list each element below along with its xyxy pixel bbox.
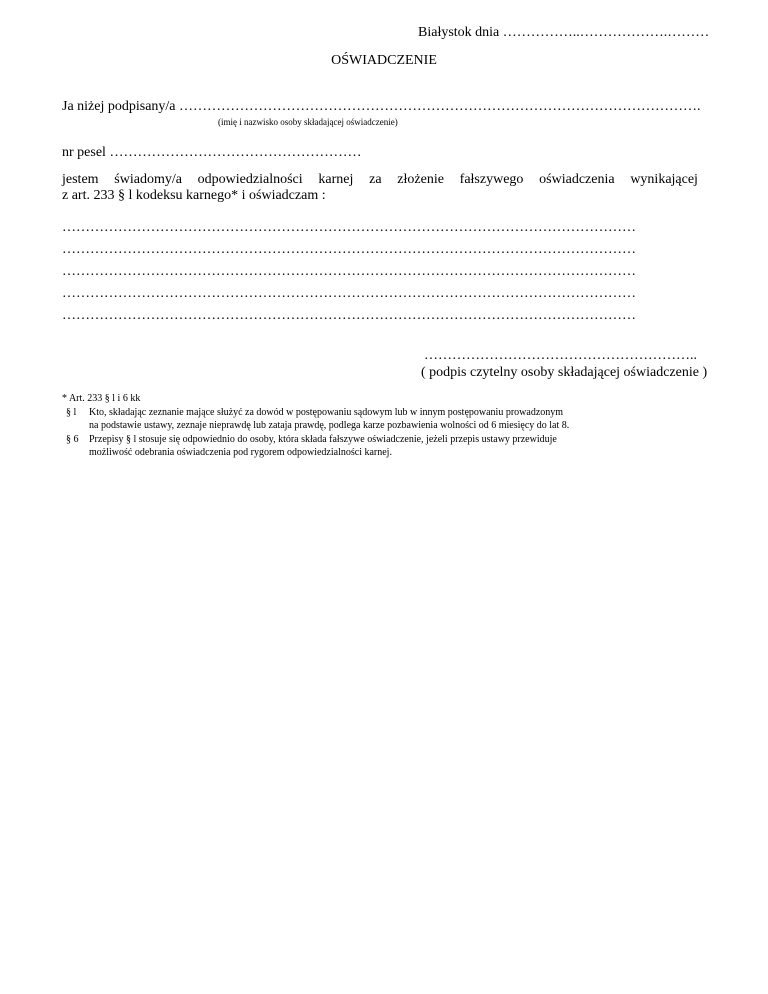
- declaration-word: karnej: [318, 172, 354, 187]
- pesel-dots: ………………………………………………: [109, 145, 362, 160]
- footnote-para1-line2: na podstawie ustawy, zeznaje nieprawdę lub zataja prawdę, podlega karze pozbawienia wolności od 6 miesięcy do lat 8.: [89, 420, 570, 431]
- declaration-word: za: [369, 172, 382, 187]
- undersigned-dots: ………………………………………………………………………………………………….: [179, 99, 701, 114]
- place-and-date: Białystok dnia ……………..……………….………: [418, 25, 710, 40]
- undersigned-label: Ja niżej podpisany/a: [62, 99, 176, 114]
- declaration-word: jestem: [62, 172, 99, 187]
- declaration-line-1: [62, 172, 698, 188]
- undersigned-caption: (imię i nazwisko osoby składającej oświadczenie): [218, 117, 398, 127]
- footnote-para2-line1: Przepisy § l stosuje się odpowiednio do osoby, która składa fałszywe oświadczenie, jeżeli przepis ustawy przewiduje: [89, 434, 557, 445]
- declaration-word: oświadczenia: [539, 172, 615, 187]
- declaration-word: świadomy/a: [114, 172, 182, 187]
- document-title: OŚWIADCZENIE: [331, 53, 437, 68]
- declaration-word: wynikającej: [630, 172, 698, 187]
- footnote-para1-line1: Kto, składając zeznanie mające służyć za dowód w postępowaniu sądowym lub w innym postępowaniu prowadzonym: [89, 407, 564, 418]
- statement-line: ……………………………………………………………………………………………………………: [62, 264, 636, 279]
- footnote-para1-marker: § l: [66, 407, 77, 418]
- footnote-para2-line2: możliwość odebrania oświadczenia pod rygorem odpowiedzialności karnej.: [89, 447, 392, 458]
- statement-line: ……………………………………………………………………………………………………………: [62, 220, 636, 235]
- pesel-line: [62, 145, 361, 161]
- signature-dots: …………………………………………………..: [424, 348, 697, 363]
- statement-line: ……………………………………………………………………………………………………………: [62, 286, 636, 301]
- declaration-line-2: z art. 233 § l kodeksu karnego* i oświadczam :: [62, 188, 326, 203]
- signature-caption: ( podpis czytelny osoby składającej oświadczenie ): [421, 365, 708, 380]
- declaration-word: fałszywego: [459, 172, 524, 187]
- statement-line: ……………………………………………………………………………………………………………: [62, 242, 636, 257]
- undersigned-line: [62, 99, 701, 115]
- declaration-word: odpowiedzialności: [197, 172, 303, 187]
- statement-line: ……………………………………………………………………………………………………………: [62, 308, 636, 323]
- declaration-word: złożenie: [397, 172, 444, 187]
- footnote-para2-marker: § 6: [66, 434, 79, 445]
- footnote-heading: * Art. 233 § l i 6 kk: [62, 393, 141, 404]
- pesel-label: nr pesel: [62, 145, 106, 160]
